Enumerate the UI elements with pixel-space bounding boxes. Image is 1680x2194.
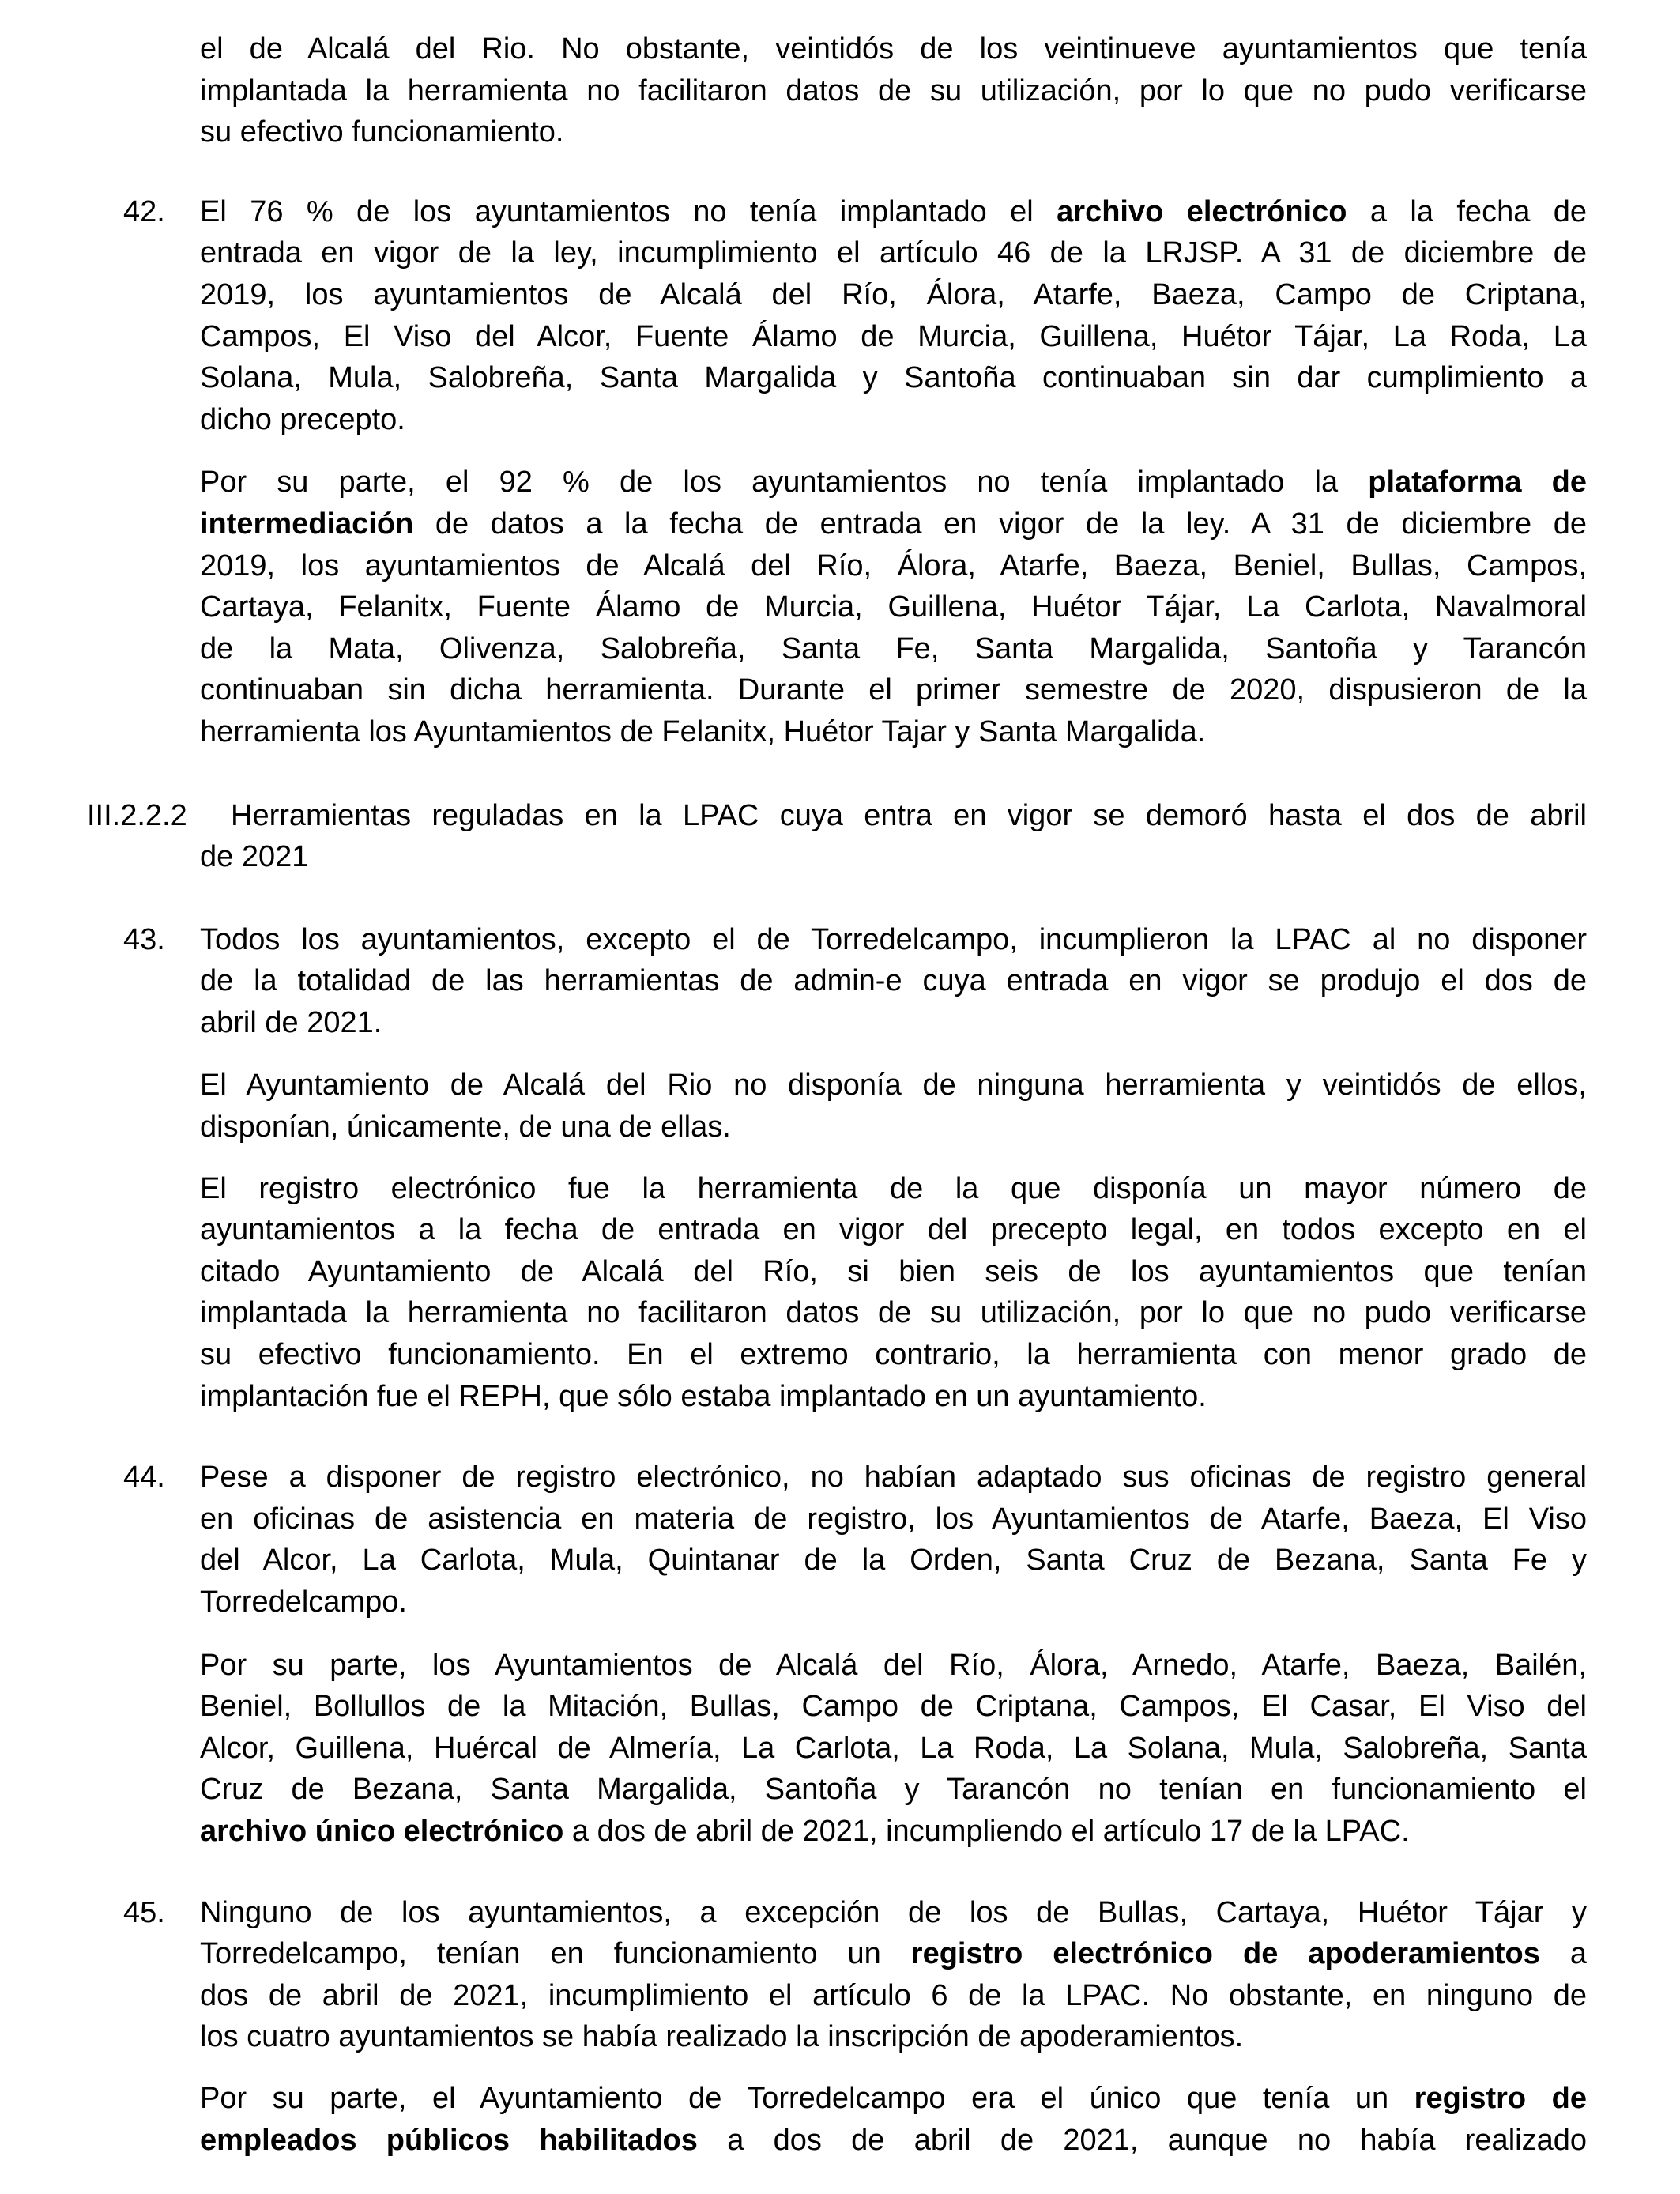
- numbered-paragraph: [123, 1457, 1587, 1623]
- text-run: Herramientas reguladas en la LPAC cuya entra en vigor se demoró hasta el dos de abril: [231, 798, 1587, 832]
- text-run: Torredelcampo, tenían en funcionamiento un: [200, 1937, 911, 1971]
- text-run: implantada la herramienta no facilitaron datos de su utilización, por lo que no pudo verificarse: [200, 74, 1587, 107]
- text-line: [200, 191, 1587, 233]
- text-line: [200, 1376, 1587, 1418]
- text-line: [200, 1975, 1587, 2017]
- text-run: Torredelcampo.: [200, 1585, 407, 1619]
- paragraph-number: 42.: [123, 194, 165, 228]
- text-line: [200, 711, 1587, 753]
- text-run: de 2021: [200, 840, 309, 874]
- paragraph-number: 43.: [123, 922, 165, 956]
- text-run: a dos de abril de 2021, aunque no había realizado: [697, 2123, 1587, 2157]
- text-run: del Alcor, La Carlota, Mula, Quintanar de la Orden, Santa Cruz de Bezana, Santa Fe y: [200, 1544, 1587, 1578]
- paragraph-number: 44.: [123, 1461, 165, 1495]
- text-line: [231, 795, 1587, 837]
- section-number: III.2.2.2: [87, 798, 187, 832]
- paragraph: [200, 1065, 1587, 1148]
- paragraph: [200, 28, 1587, 153]
- text-run: Cartaya, Felanitx, Fuente Álamo de Murcia, Guillena, Huétor Tájar, La Carlota, Navalmoral: [200, 590, 1587, 624]
- bold-term: intermediación: [200, 507, 414, 541]
- text-line: [200, 1645, 1587, 1687]
- text-run: Campos, El Viso del Alcor, Fuente Álamo de Murcia, Guillena, Huétor Tájar, La Roda, La: [200, 319, 1587, 353]
- text-run: su efectivo funcionamiento.: [200, 115, 564, 149]
- text-run: El 76 % de los ayuntamientos no tenía implantado el: [200, 194, 1057, 228]
- text-line: [200, 1106, 1587, 1148]
- text-run: su efectivo funcionamiento. En el extremo contrario, la herramienta con menor grado de: [200, 1338, 1587, 1372]
- text-run: disponían, únicamente, de una de ellas.: [200, 1110, 731, 1144]
- paragraph: [200, 462, 1587, 752]
- text-run: entrada en vigor de la ley, incumplimiento el artículo 46 de la LRJSP. A 31 de diciembre de: [200, 236, 1587, 270]
- text-run: ayuntamientos a la fecha de entrada en vigor del precepto legal, en todos excepto en el: [200, 1213, 1587, 1247]
- text-run: a la fecha de: [1347, 194, 1588, 228]
- text-line: [200, 1769, 1587, 1811]
- text-run: Por su parte, los Ayuntamientos de Alcalá del Río, Álora, Arnedo, Atarfe, Baeza, Bailén,: [200, 1648, 1587, 1682]
- text-run: 2019, los ayuntamientos de Alcalá del Río, Álora, Atarfe, Baeza, Beniel, Bullas, Campos,: [200, 548, 1587, 582]
- text-line: [200, 503, 1587, 545]
- text-line: [200, 1457, 1587, 1498]
- text-line: [200, 274, 1587, 316]
- text-run: citado Ayuntamiento de Alcalá del Río, si bien seis de los ayuntamientos que tenían: [200, 1254, 1587, 1288]
- text-line: [200, 357, 1587, 399]
- text-run: a dos de abril de 2021, incumpliendo el artículo 17 de la LPAC.: [563, 1814, 1410, 1848]
- text-line: [200, 586, 1587, 628]
- text-run: herramienta los Ayuntamientos de Felanitx, Huétor Tajar y Santa Margalida.: [200, 714, 1206, 748]
- text-line: [200, 28, 1587, 70]
- text-line: [200, 70, 1587, 112]
- text-line: [200, 1168, 1587, 1210]
- text-line: [200, 1065, 1587, 1106]
- text-run: en oficinas de asistencia en materia de registro, los Ayuntamientos de Atarfe, Baeza, El Viso: [200, 1502, 1587, 1536]
- text-run: El Ayuntamiento de Alcalá del Rio no disponía de ninguna herramienta y veintidós de ellos,: [200, 1069, 1587, 1103]
- text-run: abril de 2021.: [200, 1005, 382, 1039]
- paragraph: [200, 2078, 1587, 2161]
- text-line: [200, 1540, 1587, 1581]
- text-run: dos de abril de 2021, incumplimiento el artículo 6 de la LPAC. No obstante, en ninguno de: [200, 1978, 1587, 2012]
- bold-term: registro electrónico de apoderamientos: [910, 1937, 1540, 1971]
- numbered-paragraph: [123, 191, 1588, 441]
- text-line: [200, 1728, 1587, 1770]
- text-line: [200, 1209, 1587, 1251]
- numbered-paragraph: [123, 1892, 1587, 2058]
- text-run: Por su parte, el Ayuntamiento de Torredelcampo era el único que tenía un: [200, 2081, 1414, 2115]
- text-run: El registro electrónico fue la herramienta de la que disponía un mayor número de: [200, 1171, 1587, 1205]
- text-line: [200, 1334, 1587, 1376]
- text-line: [200, 1292, 1587, 1334]
- text-run: Cruz de Bezana, Santa Margalida, Santoña y Tarancón no tenían en funcionamiento el: [200, 1773, 1587, 1807]
- text-line: [200, 960, 1587, 1002]
- text-line: [200, 232, 1587, 274]
- text-line: [200, 1811, 1587, 1853]
- text-run: implantación fue el REPH, que sólo estaba implantado en un ayuntamiento.: [200, 1379, 1207, 1413]
- text-run: a: [1539, 1937, 1587, 1971]
- text-run: Solana, Mula, Salobreña, Santa Margalida y Santoña continuaban sin dar cumplimiento a: [200, 361, 1587, 395]
- text-line: [200, 836, 1587, 878]
- text-run: de la totalidad de las herramientas de admin-e cuya entrada en vigor se produjo el dos de: [200, 964, 1587, 998]
- text-line: [200, 2120, 1587, 2162]
- text-run: dicho precepto.: [200, 402, 405, 436]
- numbered-paragraph: [123, 919, 1587, 1044]
- text-line: [200, 669, 1587, 711]
- text-run: Ninguno de los ayuntamientos, a excepción de los de Bullas, Cartaya, Huétor Tájar y: [200, 1895, 1587, 1929]
- bold-term: registro de: [1414, 2081, 1587, 2115]
- text-line: [200, 1892, 1587, 1934]
- paragraph: [200, 1168, 1587, 1418]
- text-run: Pese a disponer de registro electrónico, no habían adaptado sus oficinas de registro general: [200, 1461, 1587, 1495]
- text-line: [200, 1581, 1587, 1623]
- section-heading: [87, 795, 1587, 878]
- text-run: Beniel, Bollullos de la Mitación, Bullas, Campo de Criptana, Campos, El Casar, El Viso del: [200, 1690, 1587, 1724]
- bold-term: archivo único electrónico: [200, 1814, 564, 1848]
- paragraph: [200, 1645, 1587, 1853]
- text-line: [200, 399, 1587, 441]
- text-line: [200, 111, 1587, 153]
- text-line: [200, 1686, 1587, 1728]
- text-line: [200, 1251, 1587, 1293]
- text-run: 2019, los ayuntamientos de Alcalá del Río, Álora, Atarfe, Baeza, Campo de Criptana,: [200, 277, 1587, 311]
- document-page: [0, 28, 1680, 2161]
- text-run: Por su parte, el 92 % de los ayuntamientos no tenía implantado la: [200, 466, 1369, 499]
- text-line: [200, 316, 1587, 358]
- text-line: [200, 1498, 1587, 1540]
- text-run: Alcor, Guillena, Huércal de Almería, La Carlota, La Roda, La Solana, Mula, Salobreña, Santa: [200, 1731, 1587, 1765]
- text-run: Todos los ayuntamientos, excepto el de Torredelcampo, incumplieron la LPAC al no disponer: [200, 922, 1587, 956]
- text-line: [200, 545, 1587, 587]
- text-line: [200, 1002, 1587, 1044]
- text-run: continuaban sin dicha herramienta. Durante el primer semestre de 2020, dispusieron de la: [200, 673, 1587, 707]
- text-line: [200, 628, 1587, 670]
- text-run: de datos a la fecha de entrada en vigor de la ley. A 31 de diciembre de: [413, 507, 1587, 541]
- text-run: el de Alcalá del Rio. No obstante, veintidós de los veintinueve ayuntamientos que tenía: [200, 32, 1587, 66]
- text-run: de la Mata, Olivenza, Salobreña, Santa Fe, Santa Margalida, Santoña y Tarancón: [200, 631, 1587, 665]
- paragraph-number: 45.: [123, 1895, 165, 1929]
- bold-term: empleados públicos habilitados: [200, 2123, 698, 2157]
- bold-term: plataforma de: [1368, 466, 1587, 499]
- text-line: [200, 2078, 1587, 2120]
- bold-term: archivo electrónico: [1057, 194, 1347, 228]
- text-line: [200, 462, 1587, 503]
- text-run: implantada la herramienta no facilitaron datos de su utilización, por lo que no pudo verificarse: [200, 1296, 1587, 1330]
- text-run: los cuatro ayuntamientos se había realizado la inscripción de apoderamientos.: [200, 2020, 1244, 2054]
- text-line: [200, 919, 1587, 961]
- text-line: [200, 1933, 1587, 1975]
- text-line: [200, 2016, 1587, 2058]
